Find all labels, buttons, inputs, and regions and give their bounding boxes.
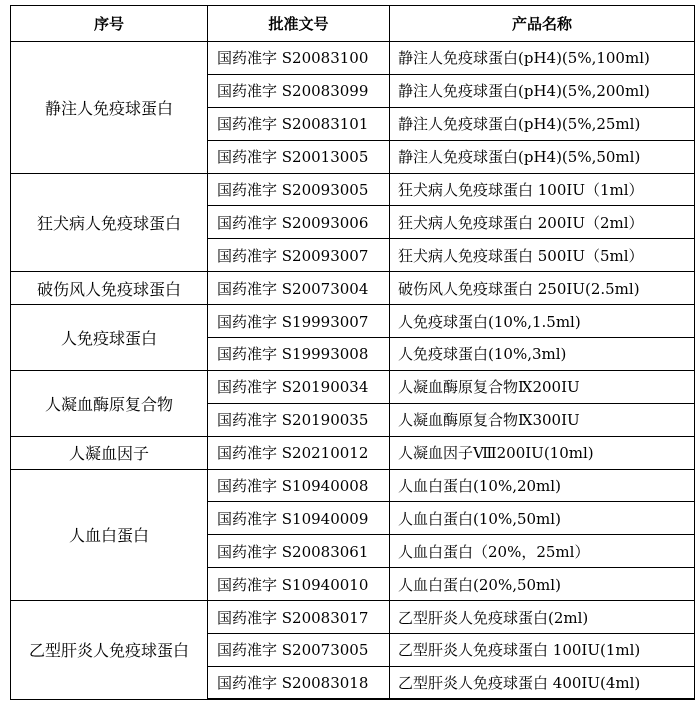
header-row: [11, 6, 695, 42]
approval-number-cell: 国药准字 S20190035: [208, 403, 390, 436]
approval-number-cell: 国药准字 S20073004: [208, 272, 390, 305]
table-row: [11, 272, 695, 305]
approval-number-cell: 国药准字 S20210012: [208, 436, 390, 469]
product-name-cell: 乙型肝炎人免疫球蛋白 400IU(4ml): [390, 666, 695, 699]
product-name-cell: 狂犬病人免疫球蛋白 100IU（1ml）: [390, 173, 695, 206]
approval-number-cell: 国药准字 S20093005: [208, 173, 390, 206]
product-name-cell: 静注人免疫球蛋白(pH4)(5%,50ml): [390, 140, 695, 173]
header-seq: 序号: [11, 6, 208, 42]
product-name-cell: 静注人免疫球蛋白(pH4)(5%,25ml): [390, 107, 695, 140]
approval-number-cell: 国药准字 S20013005: [208, 140, 390, 173]
product-category-cell: 人免疫球蛋白: [11, 305, 208, 371]
approval-number-cell: 国药准字 S10940010: [208, 568, 390, 601]
product-name-cell: 人血白蛋白（20%，25ml）: [390, 535, 695, 568]
table-row: [11, 305, 695, 338]
product-name-cell: 人免疫球蛋白(10%,3ml): [390, 338, 695, 371]
approval-number-cell: 国药准字 S20083018: [208, 666, 390, 699]
product-name-cell: 人血白蛋白(20%,50ml): [390, 568, 695, 601]
approval-number-cell: 国药准字 S20083099: [208, 74, 390, 107]
approval-number-cell: 国药准字 S19993008: [208, 338, 390, 371]
table-row: [11, 601, 695, 634]
approval-number-cell: 国药准字 S20093007: [208, 239, 390, 272]
product-name-cell: 人凝血酶原复合物Ⅸ200IU: [390, 370, 695, 403]
product-name-cell: 人血白蛋白(10%,20ml): [390, 469, 695, 502]
product-category-cell: 破伤风人免疫球蛋白: [11, 272, 208, 305]
table-row: [11, 436, 695, 469]
product-category-cell: 人凝血因子: [11, 436, 208, 469]
product-approval-table: [10, 5, 695, 700]
product-name-cell: 人凝血因子Ⅷ200IU(10ml): [390, 436, 695, 469]
approval-number-cell: 国药准字 S20093006: [208, 206, 390, 239]
table-row: [11, 42, 695, 75]
product-name-cell: 狂犬病人免疫球蛋白 200IU（2ml）: [390, 206, 695, 239]
product-category-cell: 人血白蛋白: [11, 469, 208, 601]
product-name-cell: 人免疫球蛋白(10%,1.5ml): [390, 305, 695, 338]
product-category-cell: 人凝血酶原复合物: [11, 370, 208, 436]
approval-number-cell: 国药准字 S19993007: [208, 305, 390, 338]
table-row: [11, 469, 695, 502]
product-name-cell: 静注人免疫球蛋白(pH4)(5%,200ml): [390, 74, 695, 107]
product-name-cell: 人血白蛋白(10%,50ml): [390, 502, 695, 535]
approval-number-cell: 国药准字 S20073005: [208, 634, 390, 667]
product-category-cell: 乙型肝炎人免疫球蛋白: [11, 601, 208, 700]
approval-number-cell: 国药准字 S10940008: [208, 469, 390, 502]
table-body: [11, 42, 695, 700]
product-name-cell: 乙型肝炎人免疫球蛋白(2ml): [390, 601, 695, 634]
table-row: [11, 173, 695, 206]
product-category-cell: 狂犬病人免疫球蛋白: [11, 173, 208, 272]
header-product-name: 产品名称: [390, 6, 695, 42]
header-approval-number: 批准文号: [208, 6, 390, 42]
product-name-cell: 狂犬病人免疫球蛋白 500IU（5ml）: [390, 239, 695, 272]
approval-number-cell: 国药准字 S20083017: [208, 601, 390, 634]
approval-number-cell: 国药准字 S20083101: [208, 107, 390, 140]
product-name-cell: 乙型肝炎人免疫球蛋白 100IU(1ml): [390, 634, 695, 667]
approval-number-cell: 国药准字 S20190034: [208, 370, 390, 403]
product-name-cell: 静注人免疫球蛋白(pH4)(5%,100ml): [390, 42, 695, 75]
approval-number-cell: 国药准字 S20083061: [208, 535, 390, 568]
product-name-cell: 破伤风人免疫球蛋白 250IU(2.5ml): [390, 272, 695, 305]
approval-number-cell: 国药准字 S10940009: [208, 502, 390, 535]
approval-number-cell: 国药准字 S20083100: [208, 42, 390, 75]
product-name-cell: 人凝血酶原复合物Ⅸ300IU: [390, 403, 695, 436]
product-category-cell: 静注人免疫球蛋白: [11, 42, 208, 174]
table-row: [11, 370, 695, 403]
